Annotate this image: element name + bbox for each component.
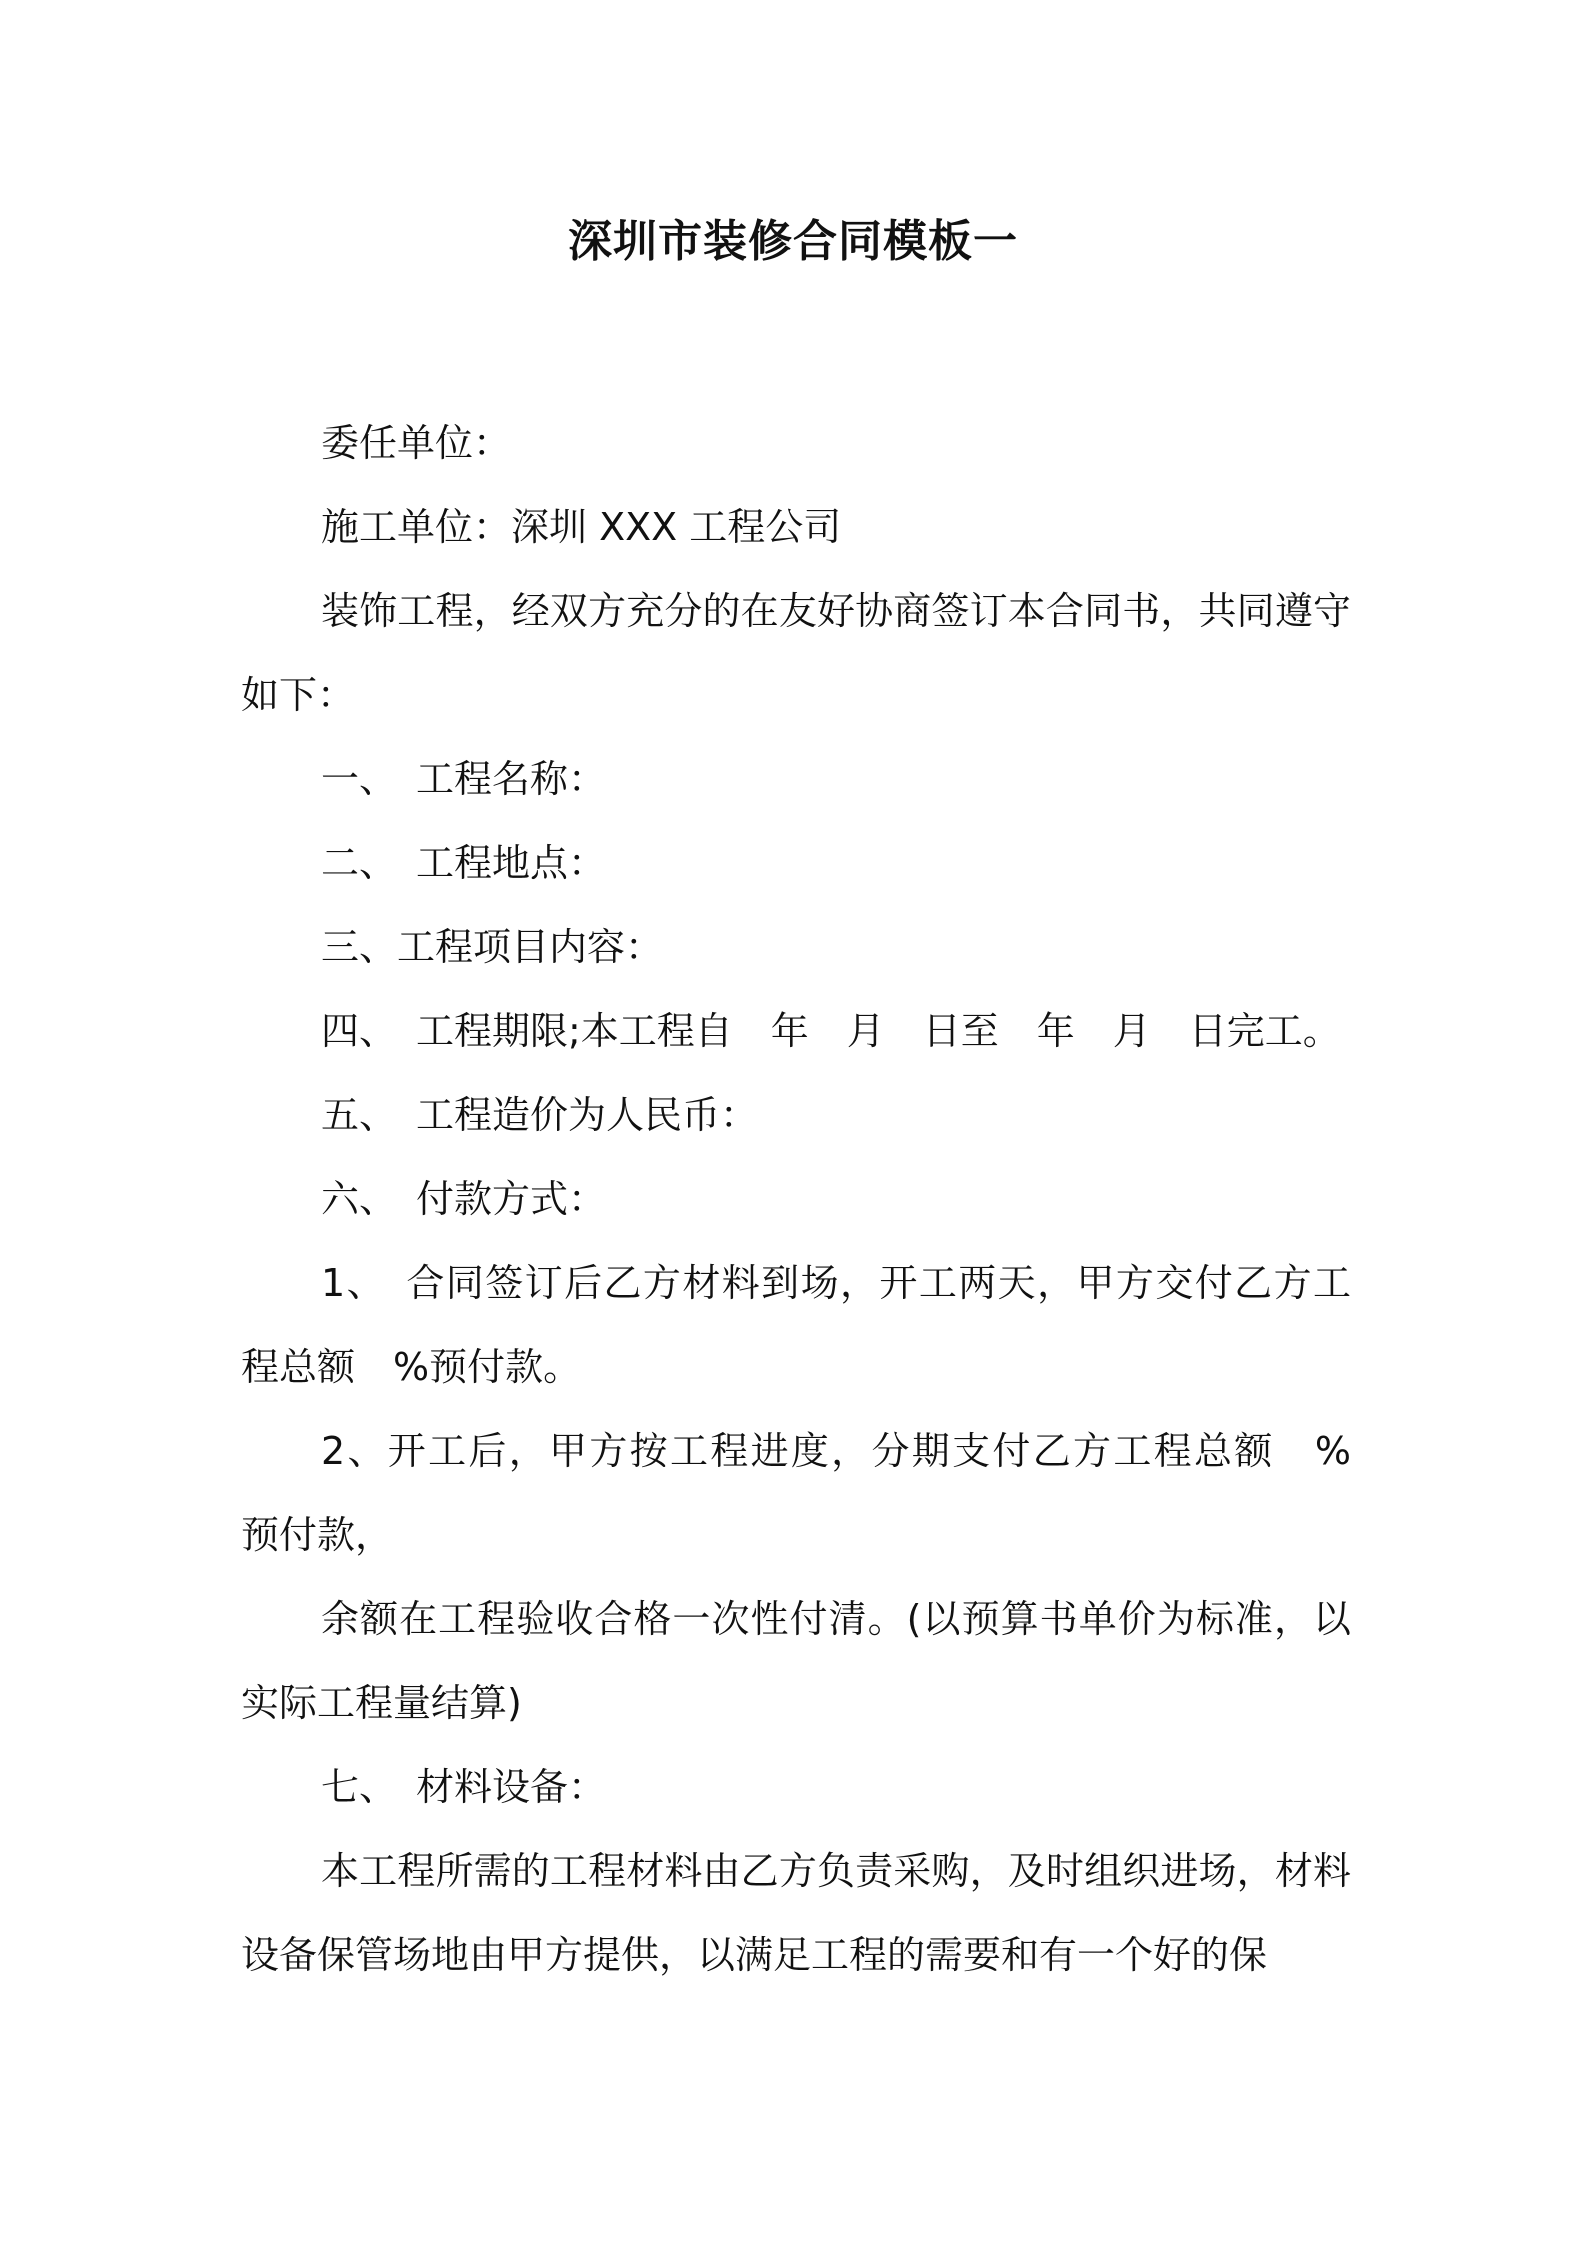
paragraph-project-location: 二、 工程地点： [321,841,607,885]
paragraph-payment-method: 六、 付款方式： [321,1177,607,1221]
document-title: 深圳市装修合同模板一 [568,216,1018,267]
paragraph-materials-heading: 七、 材料设备： [321,1765,607,1809]
paragraph-payment-2: 2、开工后，甲方按工程进度，分期支付乙方工程总额 % 预付款， [241,1429,1390,1557]
paragraph-contractor-unit: 施工单位：深圳 XXX 工程公司 [321,505,842,549]
paragraph-intro: 装饰工程，经双方充分的在友好协商签订本合同书，共同遵守如下： [241,589,1351,717]
paragraph-project-name: 一、 工程名称： [321,757,607,801]
document-body [241,401,1390,1997]
paragraph-materials-detail: 本工程所需的工程材料由乙方负责采购，及时组织进场，材料设备保管场地由甲方提供，以满足工程的需要和有一个好的保 [241,1849,1351,1977]
paragraph-project-period: 四、 工程期限;本工程自 年 月 日至 年 月 日完工。 [321,1009,1341,1053]
paragraph-project-content: 三、工程项目内容： [321,925,664,969]
paragraph-project-cost: 五、 工程造价为人民币： [321,1093,759,1137]
paragraph-client-unit: 委任单位： [321,421,512,465]
paragraph-balance: 余额在工程验收合格一次性付清。(以预算书单价为标准，以实际工程量结算) [241,1597,1351,1725]
paragraph-payment-1: 1、 合同签订后乙方材料到场，开工两天，甲方交付乙方工程总额 %预付款。 [241,1261,1351,1389]
